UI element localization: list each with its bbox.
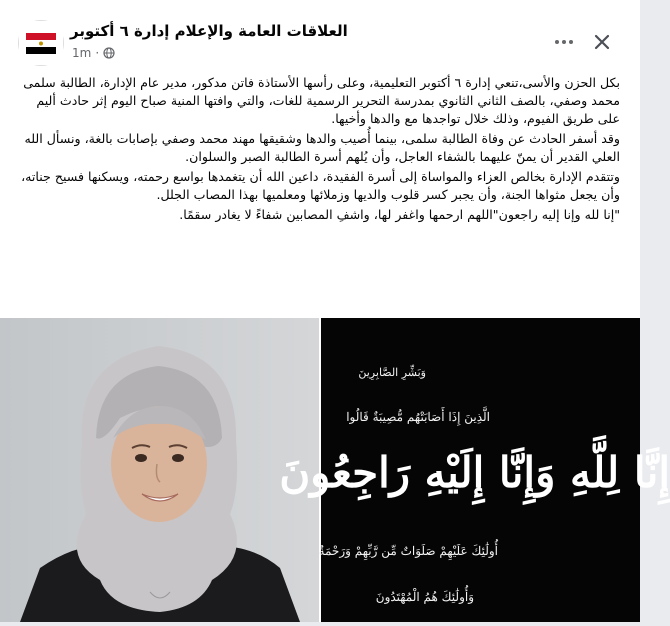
post-meta (72, 46, 115, 60)
meta-separator: · (95, 46, 100, 60)
globe-icon (103, 47, 115, 59)
post-paragraph-3: وتتقدم الإدارة بخالص العزاء والمواساة إلى أسرة الفقيدة، داعين الله أن يتغمدها بواسع رحمته، ويسكنها فسيح جناته، وأن يجعل مثواها الجنة، وأن يجبر كسر قلوب والديها وزملائها ومعلميها بهذا المصاب الجلل. (21, 169, 620, 202)
verse-line-4: أُولَٰئِكَ عَلَيْهِمْ صَلَوَاتٌ مِّن رَّبِّهِمْ وَرَحْمَةٌ (318, 544, 498, 558)
verse-line-1: وَبَشِّرِ الصَّابِرِينَ (358, 366, 426, 379)
post-timestamp[interactable]: 1m (72, 46, 92, 60)
close-button[interactable] (584, 24, 620, 60)
post-paragraph-4: "إنا لله وإنا إليه راجعون"اللهم ارحمها واغفر لها، واشفِ المصابين شفاءً لا يغادر سقمًا. (179, 207, 620, 222)
post-paragraph-1: بكل الحزن والأسى،تنعي إدارة ٦ أكتوبر التعليمية، وعلى رأسها الأستاذة فاتن مدكور، مدير عام الإدارة، الطالبة سلمى محمد وصفي، بالصف الثاني الثانوي بمدرسة التحرير الرسمية للغات، والتي وافتها المنية صباح اليوم إثر حادث أليم على طريق الفيوم، وذلك خلال تواجدها مع والدها وأخيها. (23, 75, 620, 126)
more-horizontal-icon (554, 39, 574, 45)
verse-line-5: وَأُولَٰئِكَ هُمُ الْمُهْتَدُونَ (375, 590, 474, 604)
verse-line-3: إِنَّا لِلَّهِ وَإِنَّا إِلَيْهِ رَاجِعُونَ (279, 448, 670, 497)
more-options-button[interactable] (548, 26, 580, 58)
condolence-card[interactable] (279, 318, 670, 622)
post-paragraph-2: وقد أسفر الحادث عن وفاة الطالبة سلمى، بينما أُصيب والدها وشقيقها مهند محمد وصفي بإصابات بالغة، ونسأل الله العلي القدير أن يمنّ عليهما بالشفاء العاجل، وأن يُلهم أسرة الطالبة الصبر والسلوان. (24, 131, 620, 164)
post-body (14, 74, 620, 226)
post-photos (0, 318, 670, 622)
verse-line-2: الَّذِينَ إِذَا أَصَابَتْهُم مُّصِيبَةٌ قَالُوا (346, 410, 490, 424)
page-avatar[interactable] (18, 20, 64, 66)
page-name[interactable]: العلاقات العامة والإعلام إدارة ٦ أكتوبر (70, 22, 348, 40)
close-icon (594, 34, 610, 50)
student-portrait-image (0, 318, 319, 622)
egypt-flag-logo (19, 21, 63, 65)
student-photo[interactable] (0, 318, 319, 622)
